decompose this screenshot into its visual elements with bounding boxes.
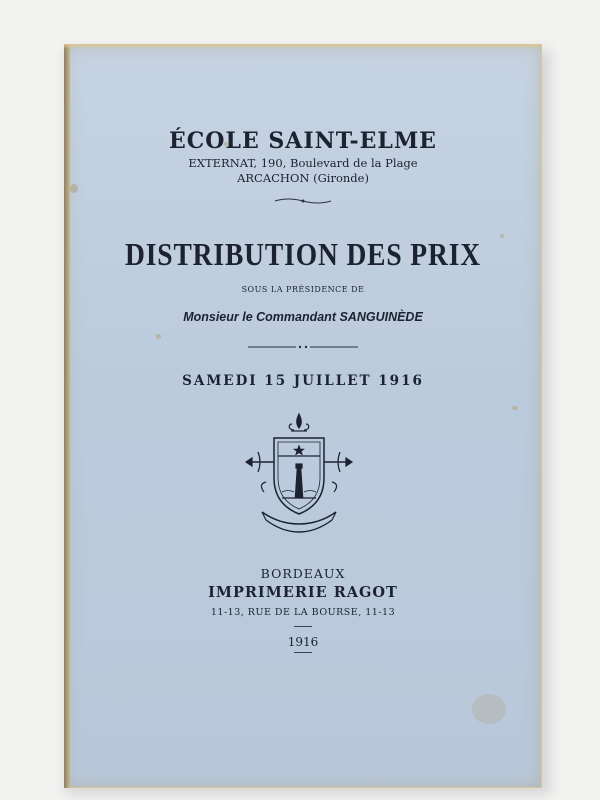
foxing-stain bbox=[472, 694, 506, 724]
printer-address: 11-13, RUE DE LA BOURSE, 11-13 bbox=[210, 607, 396, 618]
foxing-spot bbox=[512, 406, 518, 410]
printer-name: IMPRIMERIE RAGOT bbox=[208, 584, 398, 601]
school-name: ÉCOLE SAINT-ELME bbox=[169, 128, 437, 154]
divider-line bbox=[294, 652, 312, 653]
ornament-divider bbox=[64, 190, 542, 209]
rule-divider bbox=[64, 336, 542, 355]
page-title: DISTRIBUTION DES PRIX bbox=[124, 236, 482, 272]
school-town: ARCACHON (Gironde) bbox=[237, 171, 369, 185]
printer-city: BORDEAUX bbox=[260, 566, 346, 581]
president-name: Monsieur le Commandant SANGUINÈDE bbox=[183, 310, 423, 324]
school-coat-of-arms-icon bbox=[244, 412, 354, 542]
booklet-cover bbox=[64, 44, 542, 788]
school-address: EXTERNAT, 190, Boulevard de la Plage bbox=[188, 156, 418, 170]
publication-year: 1916 bbox=[287, 635, 319, 649]
aged-edge bbox=[64, 44, 542, 49]
event-date: SAMEDI 15 JUILLET 1916 bbox=[182, 373, 424, 389]
presidency-label: SOUS LA PRÉSIDENCE DE bbox=[241, 285, 365, 294]
divider-line bbox=[294, 626, 312, 627]
